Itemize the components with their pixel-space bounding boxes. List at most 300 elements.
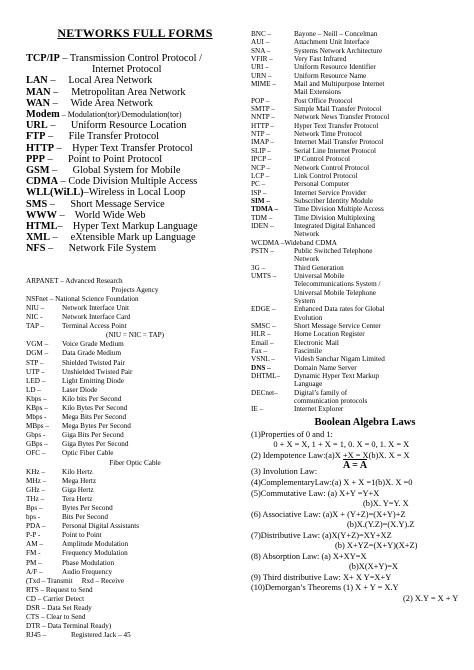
acronym-value: Uniform Resource Name (294, 71, 367, 80)
acronym-row (26, 313, 244, 322)
acronym-value: – World Wide Web (56, 209, 146, 221)
boolean-law-line: (2) Idempotence Law:(a)X +X = X(b)X. X = X (251, 450, 410, 460)
acronym-row (251, 389, 469, 397)
acronym-key: SLIP – (251, 146, 271, 155)
acronym-value: Mail Extensions (294, 88, 341, 97)
acronym-row (26, 613, 244, 622)
acronym-key: WLL(WiLL) (26, 187, 84, 199)
acronym-row (26, 395, 244, 404)
acronym-key: Email – (251, 338, 274, 347)
acronym-row (26, 568, 244, 577)
acronym-row (251, 280, 469, 288)
boolean-law-line: (1)Properties of 0 and 1: (251, 429, 333, 439)
acronym-key: DGM – (26, 349, 49, 358)
acronym-key: POP – (251, 96, 270, 105)
acronym-value: – Modulation(tor)/Demodulation(tor) (59, 110, 182, 120)
acronym-key: URN – (251, 71, 272, 80)
acronym-key: NFS (26, 243, 46, 255)
acronym-value: Integrated Digital Enhanced (294, 221, 376, 230)
acronym-value: Mega Bits Per Second (62, 413, 127, 422)
acronym-key: LED – (26, 376, 46, 385)
acronym-row (26, 459, 244, 468)
acronym-row (251, 264, 469, 272)
acronym-key: DTR – Data Terminal Ready) (26, 622, 112, 631)
acronym-row (251, 147, 469, 155)
boolean-law-line: (5)Commutative Law: (a) X+Y =Y+X (251, 488, 380, 498)
acronym-row (26, 232, 244, 243)
acronym-key (251, 289, 294, 297)
acronym-row (251, 364, 469, 372)
acronym-key: MIME – (251, 80, 276, 89)
acronym-value: Unshielded Twisted Pair (62, 367, 133, 376)
acronym-row (26, 549, 244, 558)
boolean-law-line: A = A (343, 460, 368, 472)
acronym-value: – File Transfer Protocol (45, 131, 160, 143)
acronym-key: DSR – Data Set Ready (26, 604, 92, 613)
right-column (251, 30, 469, 605)
acronym-key: EDGE – (251, 305, 276, 314)
acronym-key: VGM – (26, 340, 49, 349)
acronym-value: Kilo Hertz (62, 467, 93, 476)
acronym-row (26, 540, 244, 549)
acronym-row (251, 189, 469, 197)
acronym-key: NSFnet (26, 294, 48, 303)
acronym-key: FM - (26, 549, 41, 558)
acronym-value: Fiber Optic Cable (109, 458, 161, 467)
acronym-value: Domain Name Server (294, 363, 357, 372)
acronym-row (26, 64, 244, 75)
acronym-value: Internet Service Provider (294, 188, 367, 197)
acronym-value: – Metropolitan Area Network (50, 86, 186, 98)
acronym-row (251, 172, 469, 180)
acronym-row (251, 197, 469, 205)
acronym-row (251, 397, 469, 405)
acronym-row (26, 504, 244, 513)
acronym-key: ISP – (251, 188, 267, 197)
acronym-row (26, 286, 244, 295)
acronym-value: System (294, 297, 316, 305)
acronym-key: FTP (26, 131, 46, 143)
acronym-row (26, 154, 244, 165)
boolean-law-line: (b)X(X+Y)=X (349, 562, 398, 572)
acronym-key: IMAP – (251, 138, 275, 147)
acronym-value: Uniform Resource Identifier (294, 63, 376, 72)
acronym-key: WWW (26, 209, 57, 221)
acronym-key: Mbps - (26, 413, 47, 422)
acronym-row (251, 222, 469, 230)
left-column (26, 26, 244, 640)
acronym-key: UTP – (26, 367, 45, 376)
acronym-key: HTTP – (251, 121, 275, 130)
acronym-row (26, 522, 244, 531)
acronym-key: WAN (26, 97, 51, 109)
page-title: NETWORKS FULL FORMS (57, 26, 213, 40)
acronym-value (92, 604, 244, 613)
primary-acronym-list (26, 53, 244, 255)
acronym-value: Very Fast Infrared (294, 55, 347, 64)
boolean-law-line: (8) Absorption Law: (a) X+XY=X (251, 551, 367, 561)
acronym-key: UMTS – (251, 271, 277, 280)
acronym-row (26, 431, 244, 440)
acronym-value: Network Interface Card (62, 313, 131, 322)
acronym-value: Serial Line Internet Protocol (294, 146, 377, 155)
acronym-value: Optic Fiber Cable (62, 449, 114, 458)
acronym-value: – Advanced Research (58, 276, 123, 285)
boolean-law-line: (9) Third distributive Law: X+ X Y=X+Y (251, 572, 392, 582)
acronym-row (251, 322, 469, 330)
acronym-row (251, 297, 469, 305)
acronym-value: Universal Mobile (294, 271, 345, 280)
acronym-value (111, 622, 244, 631)
acronym-key: LAN (26, 75, 48, 87)
boolean-law-line: (b)X.(Y.Z)=(X.Y).Z (347, 520, 415, 530)
acronym-value: IP Control Protocol (294, 155, 351, 164)
acronym-row (251, 30, 469, 38)
acronym-key (251, 88, 294, 96)
acronym-row (26, 477, 244, 486)
acronym-value: Internet Mail Transfer Protocol (294, 138, 384, 147)
acronym-row (26, 243, 244, 254)
acronym-key: P-P - (26, 531, 41, 540)
boolean-law-line: (2) X.Y = X + Y (403, 594, 459, 604)
acronym-value: Bits Per Second (62, 513, 108, 522)
acronym-row (26, 331, 244, 340)
acronym-key: PPP (26, 153, 45, 165)
acronym-key: 3G – (251, 263, 266, 272)
acronym-value: Evolution (294, 313, 323, 322)
acronym-key: KBps – (26, 403, 48, 412)
acronym-row (251, 105, 469, 113)
boolean-law-line: (10)Demorgan’s Theorems (1) X + Y = X.Y (251, 583, 399, 593)
boolean-law-line: (b) X+YZ=(X+Y)(X+Z) (335, 541, 418, 551)
acronym-value: Personal Computer (294, 180, 350, 189)
acronym-value: Time Division Multiple Access (294, 205, 384, 214)
acronym-value: Tera Hertz (62, 494, 93, 503)
acronym-row (251, 138, 469, 146)
acronym-value: – Code Division Multiple Access (58, 176, 198, 188)
acronym-value: Network Interface Unit (62, 303, 130, 312)
acronym-key: CTS – Clear to Send (26, 613, 86, 622)
acronym-row (26, 368, 244, 377)
acronym-value: Public Switched Telephone (294, 246, 373, 255)
acronym-row (251, 372, 469, 380)
boolean-law-line: (3) Involution Law: (251, 467, 318, 477)
acronym-key: Bps – (26, 504, 43, 512)
acronym-row (26, 440, 244, 449)
acronym-value: – Global System for Mobile (49, 165, 181, 177)
acronym-value: Kilo bits Per Second (62, 394, 122, 403)
acronym-row (26, 622, 244, 631)
acronym-row (251, 314, 469, 322)
acronym-key: LD – (26, 385, 41, 394)
acronym-key: STP – (26, 358, 44, 367)
acronym-value: –Wireless in Local Loop (83, 187, 186, 199)
boolean-law-line: (b)X. Y=Y. X (363, 499, 409, 509)
acronym-key (251, 255, 294, 263)
acronym-row (26, 87, 244, 98)
acronym-value: Subscriber Identity Module (294, 196, 374, 205)
acronym-value (337, 239, 469, 247)
acronym-key: IE – (251, 405, 264, 414)
acronym-value: Short Message Service Center (294, 322, 381, 331)
acronym-value: – Hyper Text Transfer Protocol (54, 142, 193, 154)
acronym-value: Shielded Twisted Pair (62, 358, 125, 367)
acronym-row (26, 513, 244, 522)
acronym-key: TCP/IP (26, 53, 60, 64)
acronym-row (26, 531, 244, 540)
acronym-row (251, 180, 469, 188)
acronym-key: THz – (26, 494, 45, 503)
acronym-value: Mega Bytes Per Second (62, 422, 131, 431)
acronym-value: – Uniform Resource Location (47, 120, 187, 132)
acronym-row (26, 586, 244, 595)
acronym-row (251, 247, 469, 255)
acronym-key (251, 297, 294, 305)
acronym-row (251, 122, 469, 130)
acronym-value: Simple Mail Transfer Protocol (294, 105, 382, 114)
acronym-row (26, 359, 244, 368)
acronym-row (251, 164, 469, 172)
acronym-row (251, 255, 469, 263)
acronym-key: TDM – (251, 213, 273, 222)
acronym-value: Digital’s family of (294, 388, 348, 397)
acronym-row (26, 120, 244, 131)
acronym-value: Fascimile (294, 347, 322, 356)
acronym-row (26, 595, 244, 604)
acronym-key: HLR – (251, 330, 271, 339)
acronym-value: Universal Mobile Telephone (294, 288, 376, 297)
acronym-value: Frequency Modulation (62, 549, 128, 558)
acronym-value: Giga Bytes Per Second (62, 440, 129, 449)
acronym-key: TDMA – (251, 205, 278, 214)
acronym-value: Language (294, 380, 323, 389)
acronym-value: Voice Grade Medium (62, 340, 124, 349)
acronym-value: – Transmission Control Protocol / (59, 53, 202, 64)
acronym-row (251, 97, 469, 105)
acronym-key: CDMA (26, 176, 59, 188)
acronym-key: XML (26, 232, 51, 244)
acronym-key: IDEN – (251, 221, 274, 230)
acronym-row (251, 405, 469, 413)
acronym-value: – Wide Area Network (50, 97, 153, 109)
acronym-value: Systems Network Architecture (294, 46, 383, 55)
acronym-row (251, 205, 469, 213)
acronym-key: BNC – (251, 30, 272, 38)
acronym-key: AM – (26, 540, 43, 549)
acronym-row (26, 187, 244, 198)
acronym-value: Rxd – Receive (72, 576, 125, 585)
acronym-key: AUI – (251, 38, 270, 47)
acronym-value: Network Control Protocol (294, 163, 370, 172)
acronym-value: Bytes Per Second (62, 504, 113, 512)
acronym-row (26, 349, 244, 358)
acronym-key: URI – (251, 63, 269, 72)
acronym-key: Modem (26, 109, 60, 121)
acronym-row (26, 422, 244, 431)
acronym-row (251, 339, 469, 347)
boolean-laws-list (251, 430, 469, 605)
acronym-row (26, 131, 244, 142)
acronym-row (26, 468, 244, 477)
acronym-value: communication protocols (294, 397, 368, 406)
acronym-key: MBps – (26, 422, 49, 431)
acronym-value: Electronic Mail (294, 338, 339, 347)
acronym-value: Third Generation (294, 263, 344, 272)
acronym-row (26, 304, 244, 313)
acronym-value: Light Emitting Diode (62, 376, 124, 385)
acronym-value: (NIU = NIC = TAP) (105, 331, 165, 340)
acronym-key: CD – Carrier Detect (26, 594, 85, 603)
acronym-value: Registered Jack – 45 (62, 631, 131, 640)
acronym-key: Fax – (251, 347, 268, 356)
acronym-row (26, 413, 244, 422)
acronym-row (26, 75, 244, 86)
acronym-row (26, 486, 244, 495)
acronym-row (251, 130, 469, 138)
acronym-row (251, 55, 469, 63)
acronym-key: RTS – Request to Send (26, 585, 93, 594)
acronym-key: bps - (26, 513, 41, 522)
acronym-key: Gbps - (26, 431, 46, 440)
acronym-row (26, 604, 244, 613)
acronym-value: Internet Explorer (294, 405, 344, 414)
acronym-key: SIM – (251, 196, 270, 205)
acronym-key: IPCP – (251, 155, 272, 164)
acronym-value: – Hyper Text Markup Language (57, 221, 198, 233)
acronym-row (251, 72, 469, 80)
acronym-row (251, 230, 469, 238)
acronym-row (26, 199, 244, 210)
acronym-row (251, 239, 469, 247)
acronym-value: Mega Hertz (62, 476, 97, 485)
acronym-key: GHz – (26, 485, 45, 494)
boolean-law-line: (4)ComplementaryLaw:(a) X + X =1(b)X. X =0 (251, 478, 413, 487)
acronym-row (26, 449, 244, 458)
acronym-value: Point to Point (62, 531, 102, 540)
acronym-row (251, 113, 469, 121)
acronym-value: Videsh Sanchar Nigam Limited (294, 355, 385, 364)
acronym-key: PDA – (26, 522, 46, 531)
acronym-key: SMTP – (251, 105, 275, 114)
acronym-value: Network News Transfer Protocol (294, 113, 390, 122)
acronym-row (251, 63, 469, 71)
acronym-value: Personal Digital Assistants (62, 522, 140, 531)
acronym-key: VSNL – (251, 355, 275, 364)
acronym-row (251, 80, 469, 88)
acronym-value: Phase Modulation (62, 558, 115, 567)
acronym-value: Time Division Multiplexing (294, 213, 375, 222)
acronym-key: NNTP – (251, 113, 275, 122)
acronym-key: TAP – (26, 322, 45, 331)
right-acronym-list (251, 30, 469, 414)
acronym-key: DECnet– (251, 388, 278, 397)
acronym-row (251, 347, 469, 355)
acronym-row (26, 210, 244, 221)
acronym-value: Enhanced Data rates for Global (294, 305, 385, 314)
acronym-key: VFIR – (251, 55, 273, 64)
acronym-value: Amplitude Modulation (62, 540, 129, 549)
acronym-value (84, 595, 244, 604)
acronym-key: URL (26, 120, 48, 132)
acronym-row (251, 330, 469, 338)
acronym-key: NIU – (26, 303, 45, 312)
acronym-value: Mail and Multipurpose Internet (294, 80, 385, 89)
acronym-key: GSM (26, 165, 50, 177)
acronym-key (251, 397, 294, 405)
acronym-value: Post Office Protocol (294, 96, 353, 105)
acronym-value: Laser Diode (62, 385, 98, 394)
boolean-law-line: 0 + X = X, 1 + X = 1, 0. X = 0, 1. X = X (265, 440, 410, 450)
acronym-value: Internet Protocol (92, 64, 162, 76)
acronym-value: Giga Bits Per Second (62, 431, 124, 440)
acronym-value: Audio Frequency (62, 567, 113, 576)
acronym-key (251, 280, 294, 288)
acronym-row (26, 109, 244, 120)
acronym-value: – Local Area Network (47, 75, 153, 87)
acronym-key: SNA – (251, 46, 271, 55)
acronym-row (26, 404, 244, 413)
acronym-key: RJ45 – (26, 631, 47, 640)
acronym-row (26, 495, 244, 504)
acronym-row (251, 272, 469, 280)
acronym-key: NCP – (251, 163, 271, 172)
acronym-value (93, 586, 244, 595)
acronym-key: ARPANET (26, 276, 59, 285)
acronym-key: GBps – (26, 440, 48, 449)
acronym-key: PC – (251, 180, 266, 189)
acronym-row (26, 221, 244, 232)
acronym-row (251, 214, 469, 222)
acronym-value: Hyper Text Transfer Protocol (294, 121, 379, 130)
acronym-value (86, 613, 245, 622)
acronym-row (251, 380, 469, 388)
acronym-row (26, 559, 244, 568)
acronym-row (251, 47, 469, 55)
acronym-value: Kilo Bytes Per Second (62, 403, 128, 412)
acronym-row (26, 98, 244, 109)
acronym-value: – eXtensible Mark up Language (50, 232, 196, 244)
acronym-row (26, 277, 244, 286)
acronym-key: A/F – (26, 567, 43, 576)
acronym-key: Kbps – (26, 394, 47, 403)
acronym-row (26, 295, 244, 304)
acronym-row (26, 340, 244, 349)
boolean-law-line: (6) Associative Law: (a)X + (Y+Z)=(X+Y)+Z (251, 509, 406, 519)
secondary-acronym-list (26, 277, 244, 641)
acronym-row (26, 53, 244, 64)
acronym-value: Dynamic Hyper Text Markup (294, 372, 379, 381)
acronym-key (251, 314, 294, 322)
acronym-key: WCDMA –Wideband CDMA (251, 238, 337, 247)
acronym-key: PSTN – (251, 246, 274, 255)
acronym-value: Terminal Access Point (62, 322, 127, 331)
acronym-key: SMS (26, 198, 48, 210)
boolean-law-line: (7)Distributive Law: (a)X(Y+Z)=XY+XZ (251, 530, 392, 540)
acronym-key: HTML (26, 221, 58, 233)
acronym-row (251, 38, 469, 46)
acronym-value: Home Location Register (294, 330, 365, 339)
boolean-laws-title: Boolean Algebra Laws (314, 416, 416, 428)
acronym-key: MAN (26, 86, 51, 98)
acronym-value: Bayone – Neill – Concelman (294, 30, 378, 38)
acronym-value: – Short Message Service (47, 198, 165, 210)
acronym-row (26, 143, 244, 154)
acronym-row (251, 305, 469, 313)
acronym-value: – Point to Point Protocol (44, 153, 163, 165)
acronym-row (26, 386, 244, 395)
acronym-value: – Network File System (45, 243, 157, 255)
acronym-row (26, 176, 244, 187)
